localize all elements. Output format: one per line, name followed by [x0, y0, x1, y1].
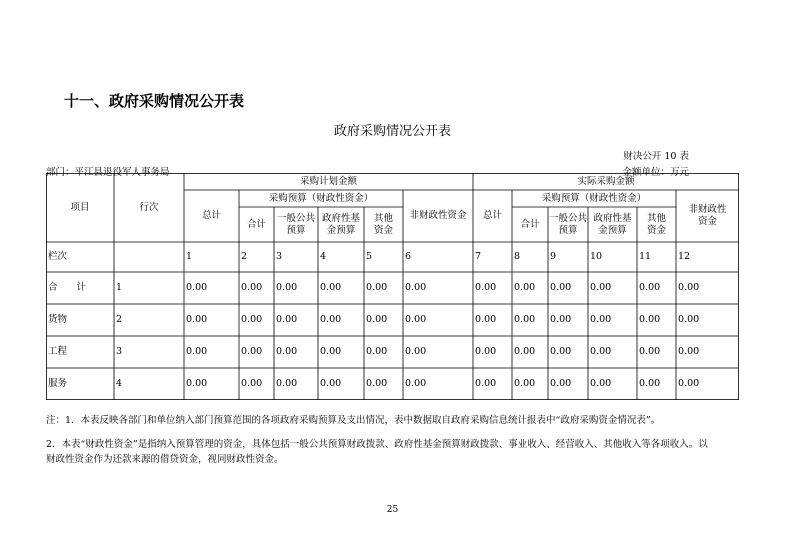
row-item-name: 货物: [48, 314, 68, 326]
row-item-name: 服务: [48, 378, 68, 390]
row-item-name: 合 计: [48, 282, 87, 294]
table-cell-value: 0.00: [366, 346, 388, 358]
table-cell-value: 0.00: [366, 314, 388, 326]
table-cell-value: 0.00: [405, 314, 427, 326]
table-cell-value: 0.00: [514, 282, 536, 294]
table-cell-value: 0.00: [590, 314, 612, 326]
table-cell-value: 0.00: [475, 346, 497, 358]
column-number: 2: [241, 251, 248, 263]
table-cell-value: 0.00: [678, 378, 700, 390]
table-cell-value: 0.00: [678, 346, 700, 358]
row-line-number: 1: [116, 282, 123, 294]
header-plan-budget: 采购预算（财政性资金）: [268, 192, 374, 204]
table-cell-value: 0.00: [320, 282, 342, 294]
table-cell-value: 0.00: [186, 314, 208, 326]
table-cell-value: 0.00: [276, 346, 298, 358]
header-plan-nonfiscal: 非财政性资金: [409, 210, 467, 222]
table-cell-value: 0.00: [405, 378, 427, 390]
table-cell-value: 0.00: [320, 378, 342, 390]
table-cell-value: 0.00: [639, 346, 661, 358]
column-number-label: 栏次: [48, 251, 68, 263]
table-cell-value: 0.00: [241, 314, 263, 326]
note-1: 注：1．本表反映各部门和单位纳入部门预算范围的各项政府采购预算及支出情况，表中数据取自政府采购信息统计报表中“政府采购资金情况表”。: [46, 415, 661, 426]
table-cell-value: 0.00: [639, 378, 661, 390]
column-number: 7: [475, 251, 482, 263]
column-number: 12: [678, 251, 691, 263]
column-number: 11: [639, 251, 652, 263]
header-actual-budget: 采购预算（财政性资金）: [541, 192, 647, 204]
header-actual-other: 其他资金: [646, 212, 666, 236]
table-cell-value: 0.00: [639, 314, 661, 326]
row-line-number: 2: [116, 314, 123, 326]
header-actual-subtotal: 合计: [520, 218, 540, 230]
table-cell-value: 0.00: [514, 346, 536, 358]
table-cell-value: 0.00: [550, 282, 572, 294]
header-actual-total: 总计: [482, 210, 502, 222]
column-number: 6: [405, 251, 412, 263]
table-cell-value: 0.00: [320, 314, 342, 326]
table-cell-value: 0.00: [590, 282, 612, 294]
header-plan-amount: 采购计划金额: [299, 175, 357, 187]
section-heading: 十一、政府采购情况公开表: [64, 92, 245, 110]
table-cell-value: 0.00: [405, 282, 427, 294]
table-cell-value: 0.00: [186, 282, 208, 294]
row-line-number: 3: [116, 346, 123, 358]
page-number: 25: [386, 505, 399, 515]
note-2-line-2: 财政性资金作为还款来源的借贷资金，视同财政性资金。: [46, 454, 284, 465]
header-actual-fund: 政府性基金预算: [593, 212, 632, 236]
header-plan-total: 总计: [201, 210, 221, 222]
column-number: 10: [590, 251, 603, 263]
header-actual-nonfiscal: 非财政性资金: [688, 204, 727, 227]
table-cell-value: 0.00: [678, 314, 700, 326]
table-cell-value: 0.00: [590, 346, 612, 358]
table-cell-value: 0.00: [514, 314, 536, 326]
table-cell-value: 0.00: [550, 378, 572, 390]
note-2-line-1: 2．本表“财政性资金”是指纳入预算管理的资金，具体包括一般公共预算财政拨款、政府性基金预算财政拨款、事业收入、经营收入、其他收入等各项收入。以: [46, 439, 708, 450]
header-plan-fund: 政府性基金预算: [321, 212, 360, 236]
amount-unit-label: 金额单位：万元: [622, 167, 689, 178]
row-item-name: 工程: [48, 346, 68, 358]
table-cell-value: 0.00: [514, 378, 536, 390]
table-title: 政府采购情况公开表: [333, 124, 451, 139]
procurement-table: [46, 173, 739, 400]
header-plan-other: 其他资金: [373, 212, 393, 236]
table-cell-value: 0.00: [550, 314, 572, 326]
column-number: 5: [366, 251, 373, 263]
department-label: 部门：平江县退役军人事务局: [46, 167, 170, 178]
table-cell-value: 0.00: [241, 346, 263, 358]
column-number: 1: [186, 251, 193, 263]
table-cell-value: 0.00: [366, 378, 388, 390]
table-cell-value: 0.00: [475, 378, 497, 390]
column-number: 8: [514, 251, 521, 263]
table-cell-value: 0.00: [475, 282, 497, 294]
table-cell-value: 0.00: [276, 282, 298, 294]
table-cell-value: 0.00: [241, 282, 263, 294]
table-cell-value: 0.00: [639, 282, 661, 294]
table-cell-value: 0.00: [678, 282, 700, 294]
table-cell-value: 0.00: [320, 346, 342, 358]
table-cell-value: 0.00: [366, 282, 388, 294]
form-number: 财决公开 10 表: [623, 151, 689, 162]
table-cell-value: 0.00: [590, 378, 612, 390]
header-plan-subtotal: 合计: [246, 218, 266, 230]
table-cell-value: 0.00: [276, 314, 298, 326]
table-cell-value: 0.00: [186, 346, 208, 358]
row-line-number: 4: [116, 378, 123, 390]
table-cell-value: 0.00: [186, 378, 208, 390]
table-cell-value: 0.00: [405, 346, 427, 358]
header-item: 项目: [70, 201, 90, 213]
table-cell-value: 0.00: [550, 346, 572, 358]
header-line: 行次: [139, 201, 159, 213]
header-plan-general: 一般公共预算: [277, 212, 316, 236]
table-cell-value: 0.00: [276, 378, 298, 390]
header-actual-general: 一般公共预算: [549, 212, 588, 236]
column-number: 3: [276, 251, 283, 263]
column-number: 4: [320, 251, 327, 263]
table-cell-value: 0.00: [475, 314, 497, 326]
table-cell-value: 0.00: [241, 378, 263, 390]
header-actual-amount: 实际采购金额: [577, 175, 635, 187]
column-number: 9: [550, 251, 557, 263]
